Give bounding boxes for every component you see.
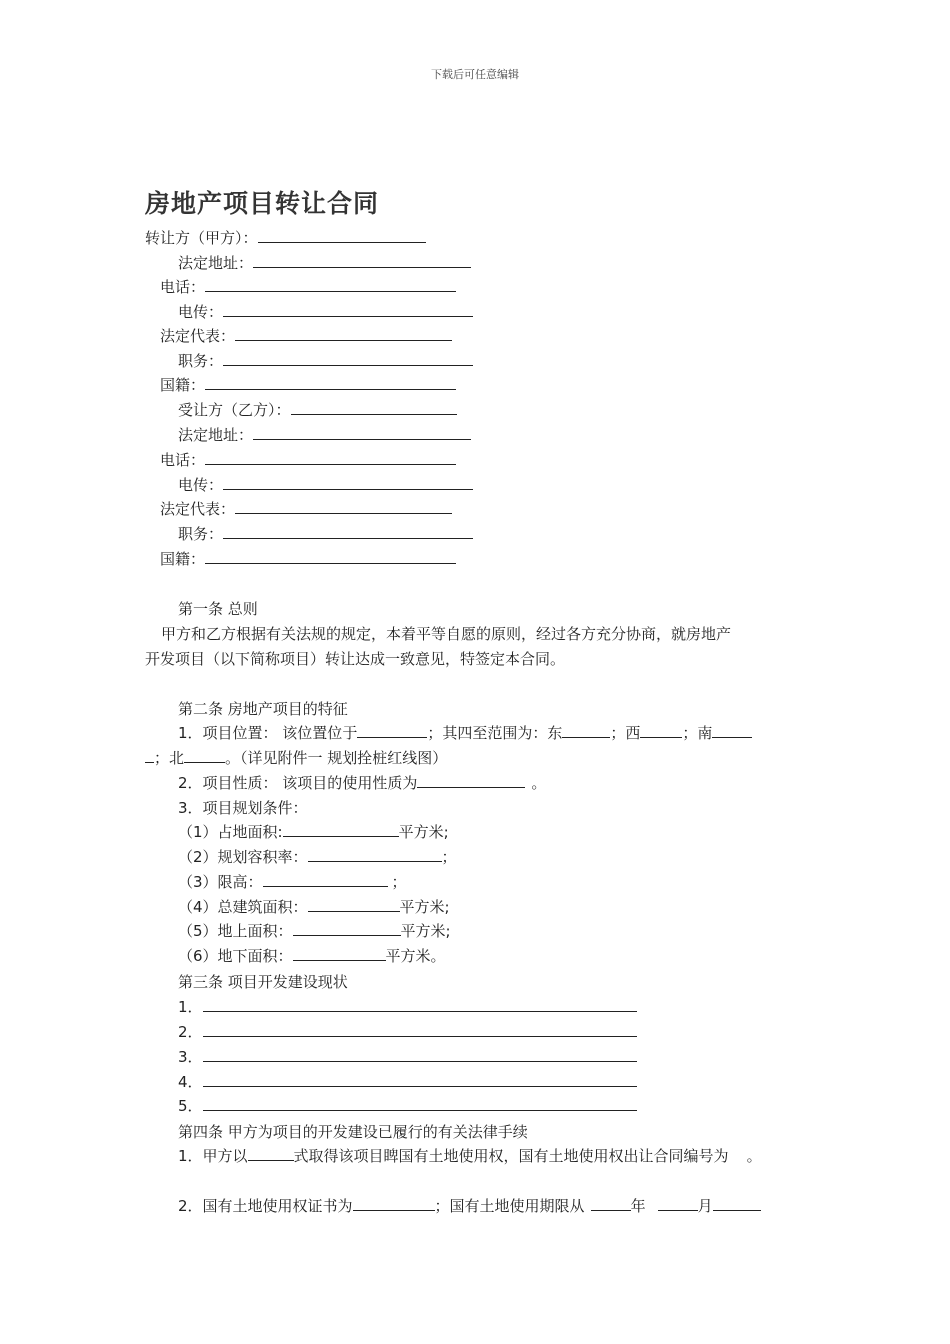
status-item-5-blank (203, 1096, 637, 1111)
party-a-rep-blank (235, 326, 452, 341)
condition-3-blank (263, 872, 388, 887)
year-blank (591, 1196, 631, 1211)
condition-5-unit: 平方米; (400, 922, 451, 940)
party-a-nationality-label: 国籍： (160, 376, 206, 394)
party-a-blank (258, 228, 426, 243)
location-blank (357, 723, 427, 738)
item-1-bounds-south: ；南 (682, 724, 713, 742)
item-1-bounds-east: ；其四至范围为：东 (427, 724, 563, 742)
condition-3-label: （3）限高： (178, 873, 263, 891)
item-4-1-text: 式取得该项目睥国有土地使用权，国有土地使用权出让合同编号为 (293, 1147, 729, 1165)
item-4-1-end: 。 (746, 1147, 762, 1165)
condition-6-unit: 平方米。 (385, 947, 446, 965)
party-b-nationality-line (160, 549, 456, 569)
status-item-5-number: 5． (178, 1097, 203, 1115)
status-item-3-blank (203, 1047, 637, 1062)
acquisition-method-blank (248, 1146, 294, 1161)
article-4-item-2 (178, 1196, 761, 1216)
party-a-address-blank (253, 253, 471, 268)
party-a-phone-blank (205, 277, 456, 292)
condition-3-end: ； (391, 873, 407, 891)
article-2-item-1 (178, 723, 752, 743)
party-a-position-blank (223, 351, 473, 366)
party-b-position-blank (223, 524, 473, 539)
party-b-address-blank (253, 425, 471, 440)
condition-6-label: （6）地下面积： (178, 947, 293, 965)
north-blank (184, 748, 225, 763)
condition-1 (178, 822, 449, 842)
party-b-rep-label: 法定代表： (160, 500, 236, 518)
year-label: 年 (630, 1197, 646, 1215)
condition-2-end: ； (441, 848, 457, 866)
condition-1-label: （1）占地面积: (178, 823, 283, 841)
article-1-text-line-1: 甲方和乙方根据有关法规的规定，本着平等自愿的原则，经过各方充分协商，就房地产 (161, 625, 732, 643)
article-2-heading: 第二条 房地产项目的特征 (178, 700, 348, 718)
party-b-fax-label: 电传： (178, 476, 224, 494)
page-header-note: 下载后可任意编辑 (431, 68, 519, 81)
status-item-4-blank (203, 1072, 637, 1087)
item-1-appendix-note: 。（详见附件一 规划拴桩红线图） (225, 749, 448, 767)
condition-2-blank (308, 847, 442, 862)
status-item-4-number: 4． (178, 1073, 203, 1091)
condition-6-blank (293, 946, 386, 961)
party-a-phone-line (160, 277, 456, 297)
party-a-nationality-blank (205, 375, 456, 390)
article-3-heading: 第三条 项目开发建设现状 (178, 973, 348, 991)
party-b-nationality-blank (205, 549, 456, 564)
party-a-address-label: 法定地址： (178, 254, 254, 272)
party-b-phone-blank (205, 450, 456, 465)
party-b-fax-blank (223, 475, 473, 490)
item-1-bounds-north: ；北 (154, 749, 185, 767)
contract-title: 房地产项目转让合同 (145, 189, 380, 218)
usage-blank (417, 773, 525, 788)
party-b-rep-line (160, 499, 452, 519)
condition-3 (178, 872, 407, 892)
party-b-fax-line (178, 475, 473, 495)
article-1-text-line-2: 开发项目（以下简称项目）转让达成一致意见，特签定本合同。 (145, 650, 566, 668)
status-item-5 (178, 1096, 637, 1116)
party-a-fax-label: 电传： (178, 303, 224, 321)
status-item-3 (178, 1047, 637, 1067)
party-a-fax-line (178, 302, 473, 322)
condition-2-label: （2）规划容积率： (178, 848, 308, 866)
condition-2 (178, 847, 457, 867)
party-a-line (145, 228, 426, 248)
condition-6 (178, 946, 446, 966)
item-4-2-label: 2．国有土地使用权证书为 (178, 1197, 353, 1215)
condition-5-blank (293, 921, 401, 936)
party-a-rep-label: 法定代表： (160, 327, 236, 345)
month-label: 月 (697, 1197, 713, 1215)
party-b-rep-blank (235, 499, 452, 514)
party-a-fax-blank (223, 302, 473, 317)
party-b-nationality-label: 国籍： (160, 550, 206, 568)
article-1-heading: 第一条 总则 (178, 600, 258, 618)
party-a-position-label: 职务： (178, 352, 224, 370)
item-2-label: 2．项目性质： 该项目的使用性质为 (178, 774, 418, 792)
article-4-heading: 第四条 甲方为项目的开发建设已履行的有关法律手续 (178, 1123, 528, 1141)
item-4-2-term: ；国有土地使用期限从 (434, 1197, 585, 1215)
status-item-2 (178, 1022, 637, 1042)
status-item-4 (178, 1072, 637, 1092)
day-blank (713, 1196, 761, 1211)
south-blank-cont (145, 748, 154, 763)
status-item-2-blank (203, 1022, 637, 1037)
item-1-label: 1．项目位置： 该位置位于 (178, 724, 358, 742)
party-b-position-line (178, 524, 473, 544)
condition-4-blank (308, 897, 400, 912)
article-2-item-2 (178, 773, 546, 793)
status-item-1-blank (203, 997, 637, 1012)
party-b-phone-line (160, 450, 456, 470)
party-a-address-line (178, 253, 471, 273)
article-2-item-1-cont (145, 748, 447, 768)
condition-5-label: （5）地上面积： (178, 922, 293, 940)
condition-5 (178, 921, 451, 941)
party-b-blank (291, 400, 457, 415)
status-item-3-number: 3． (178, 1048, 203, 1066)
east-blank (562, 723, 610, 738)
south-blank (712, 723, 752, 738)
west-blank (640, 723, 682, 738)
condition-1-unit: 平方米; (398, 823, 449, 841)
party-a-label: 转让方（甲方）： (145, 229, 258, 247)
party-b-label: 受让方（乙方）： (178, 401, 291, 419)
party-b-position-label: 职务： (178, 525, 224, 543)
condition-4-label: （4）总建筑面积： (178, 898, 308, 916)
party-a-rep-line (160, 326, 452, 346)
certificate-blank (353, 1196, 435, 1211)
status-item-1 (178, 997, 637, 1017)
party-a-phone-label: 电话： (160, 278, 206, 296)
article-4-item-1 (178, 1146, 762, 1166)
party-a-nationality-line (160, 375, 456, 395)
party-b-address-label: 法定地址： (178, 426, 254, 444)
item-1-bounds-west: ；西 (610, 724, 641, 742)
status-item-1-number: 1． (178, 998, 203, 1016)
article-2-item-3: 3．项目规划条件： (178, 799, 308, 817)
condition-1-blank (283, 822, 399, 837)
condition-4-unit: 平方米; (399, 898, 450, 916)
item-4-1-label: 1．甲方以 (178, 1147, 248, 1165)
status-item-2-number: 2． (178, 1023, 203, 1041)
party-a-position-line (178, 351, 473, 371)
party-b-line (178, 400, 457, 420)
party-b-phone-label: 电话： (160, 451, 206, 469)
condition-4 (178, 897, 450, 917)
party-b-address-line (178, 425, 471, 445)
item-2-end: 。 (531, 774, 547, 792)
month-blank (658, 1196, 698, 1211)
